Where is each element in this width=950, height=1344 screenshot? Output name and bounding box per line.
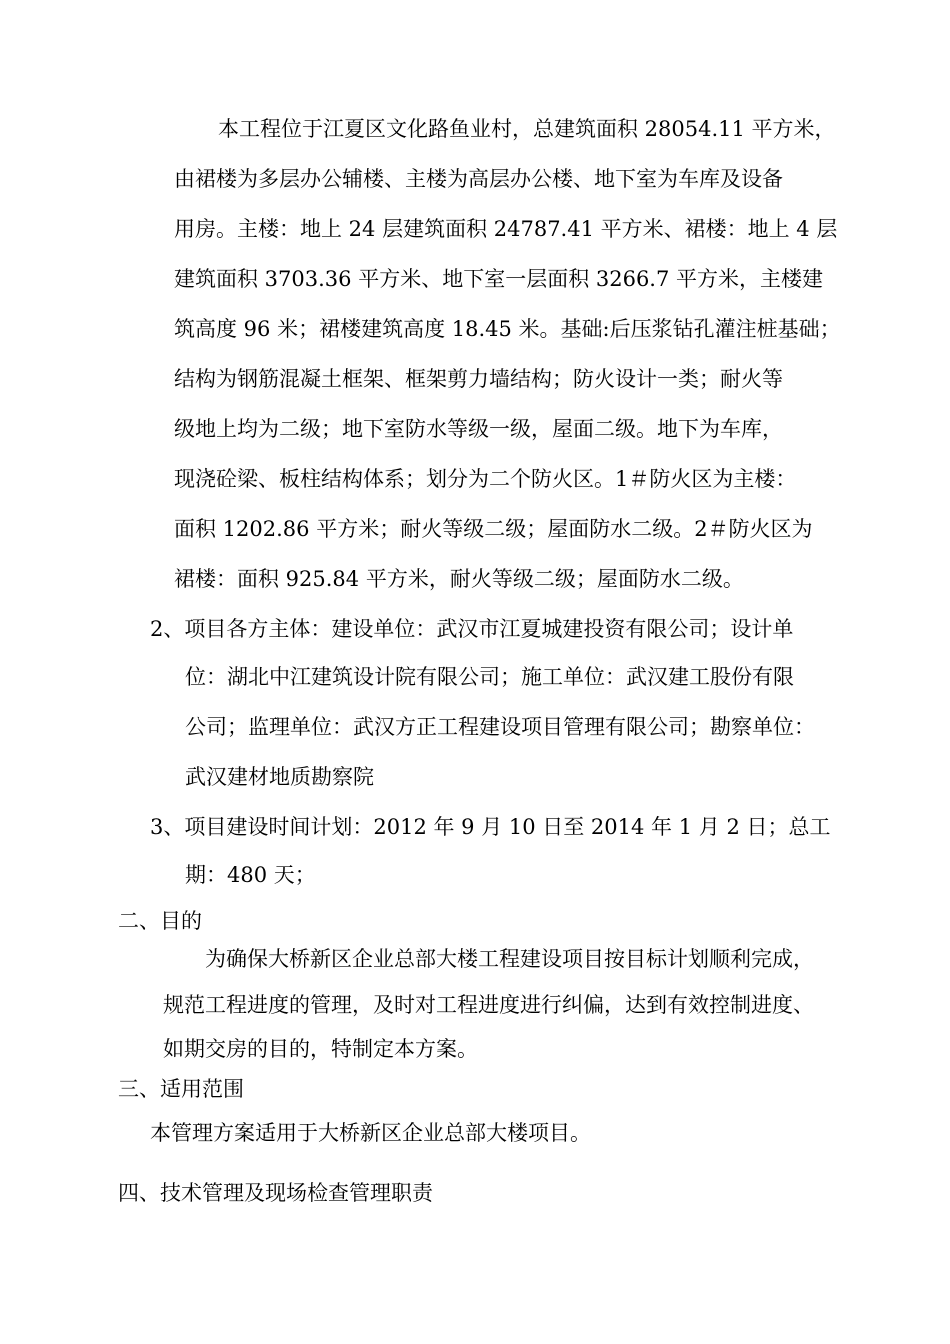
para1-line: 现浇砼梁、板柱结构体系；划分为二个防火区。1＃防火区为主楼： [174, 467, 797, 491]
para1-line: 结构为钢筋混凝土框架、框架剪力墙结构；防火设计一类；耐火等 [174, 367, 783, 391]
para1-line: 级地上均为二级；地下室防水等级一级，屋面二级。地下为车库， [174, 417, 783, 441]
item3-line: 期：480 天； [185, 863, 316, 887]
para1-line: 裙楼：面积 925.84 平方米，耐火等级二级；屋面防水二级。 [174, 567, 744, 591]
item2-line: 公司；监理单位：武汉方正工程建设项目管理有限公司；勘察单位： [185, 715, 815, 739]
para1-line: 本工程位于江夏区文化路鱼业村，总建筑面积 28054.11 平方米， [218, 117, 836, 141]
para1-line: 由裙楼为多层办公辅楼、主楼为高层办公楼、地下室为车库及设备 [174, 167, 783, 191]
item2-line: 武汉建材地质勘察院 [185, 765, 374, 789]
para1-line: 筑高度 96 米；裙楼建筑高度 18.45 米。基础:后压浆钻孔灌注桩基础； [174, 317, 841, 341]
section3-line: 本管理方案适用于大桥新区企业总部大楼项目。 [150, 1121, 591, 1145]
section4-heading: 四、技术管理及现场检查管理职责 [118, 1181, 433, 1205]
item2-line: 位：湖北中江建筑设计院有限公司；施工单位：武汉建工股份有限 [185, 665, 794, 689]
section2-line: 规范工程进度的管理，及时对工程进度进行纠偏，达到有效控制进度、 [163, 993, 814, 1017]
item2-line: 2、项目各方主体：建设单位：武汉市江夏城建投资有限公司；设计单 [150, 617, 794, 641]
item3-line: 3、项目建设时间计划：2012 年 9 月 10 日至 2014 年 1 月 2 日；总工 [150, 815, 831, 839]
para1-line: 建筑面积 3703.36 平方米、地下室一层面积 3266.7 平方米，主楼建 [174, 267, 824, 291]
section2-heading: 二、目的 [118, 909, 202, 933]
para1-line: 面积 1202.86 平方米；耐火等级二级；屋面防水二级。2＃防火区为 [174, 517, 813, 541]
section2-line: 为确保大桥新区企业总部大楼工程建设项目按目标计划顺利完成， [205, 947, 814, 971]
section2-line: 如期交房的目的，特制定本方案。 [163, 1037, 478, 1061]
para1-line: 用房。主楼：地上 24 层建筑面积 24787.41 平方米、裙楼：地上 4 层 [174, 217, 838, 241]
section3-heading: 三、适用范围 [118, 1077, 244, 1101]
